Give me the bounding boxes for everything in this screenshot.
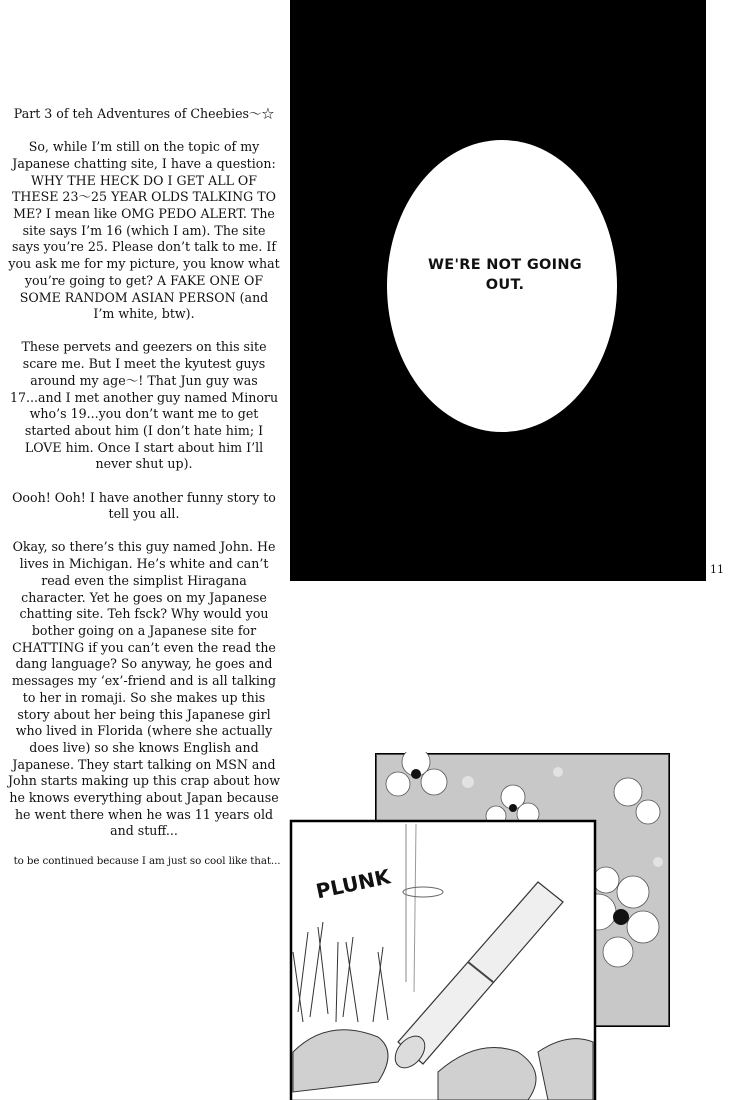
sound-effect-text: PLUNK <box>313 864 393 904</box>
paragraph-4: Okay, so there’s this guy named John. He lives in Michigan. He’s white and can’t read even the simplist Hiragana character. Yet he goes on my Japanese chatting site. Teh fsck? Why would you bother going on a Japanese site for CHATTING if you can’t even the read the dang language? So anyway, he goes and messages my ‘ex’-friend and is all talking to her in romaji. So she makes up this story about her being this Japanese girl who lived in Florida (where she actually does live) so she knows English and Japanese. They start talking on MSN and John starts making up this crap about how he knows everything about Japan because he went there when he was 11 years old and stuff... <box>8 539 281 839</box>
paragraph-1: So, while I’m still on the topic of my Japanese chatting site, I have a question: WHY THE HECK DO I GET ALL OF THESE 23～25 YEAR OLDS TALKING TO ME? I mean like OMG PEDO ALERT. The site says I’m 16 (which I am). The site says you’re 25. Please don’t talk to me. If you ask me for my picture, you know what you’re going to get? A FAKE ONE OF SOME RANDOM ASIAN PERSON (and I’m white, btw). <box>8 139 280 322</box>
post-title: Part 3 of teh Adventures of Cheebies～☆ <box>13 106 275 121</box>
bamboo-panel <box>291 821 595 1100</box>
continued-note: to be continued because I am just so cool like that... <box>13 855 281 867</box>
manga-panel-illustration <box>288 752 673 1100</box>
page-number: 11 <box>710 563 724 576</box>
blog-text-column <box>8 106 280 857</box>
speech-bubble-text: WE'RE NOT GOING OUT. <box>427 257 583 293</box>
paragraph-2: These pervets and geezers on this site scare me. But I meet the kyutest guys around my age～! That Jun guy was 17...and I met another guy named Minoru who’s 19...you don’t want me to get started about him (I don’t hate him; I LOVE him. Once I start about him I’ll never shut up). <box>9 339 279 472</box>
paragraph-3: Oooh! Ooh! I have another funny story to tell you all. <box>12 489 276 522</box>
